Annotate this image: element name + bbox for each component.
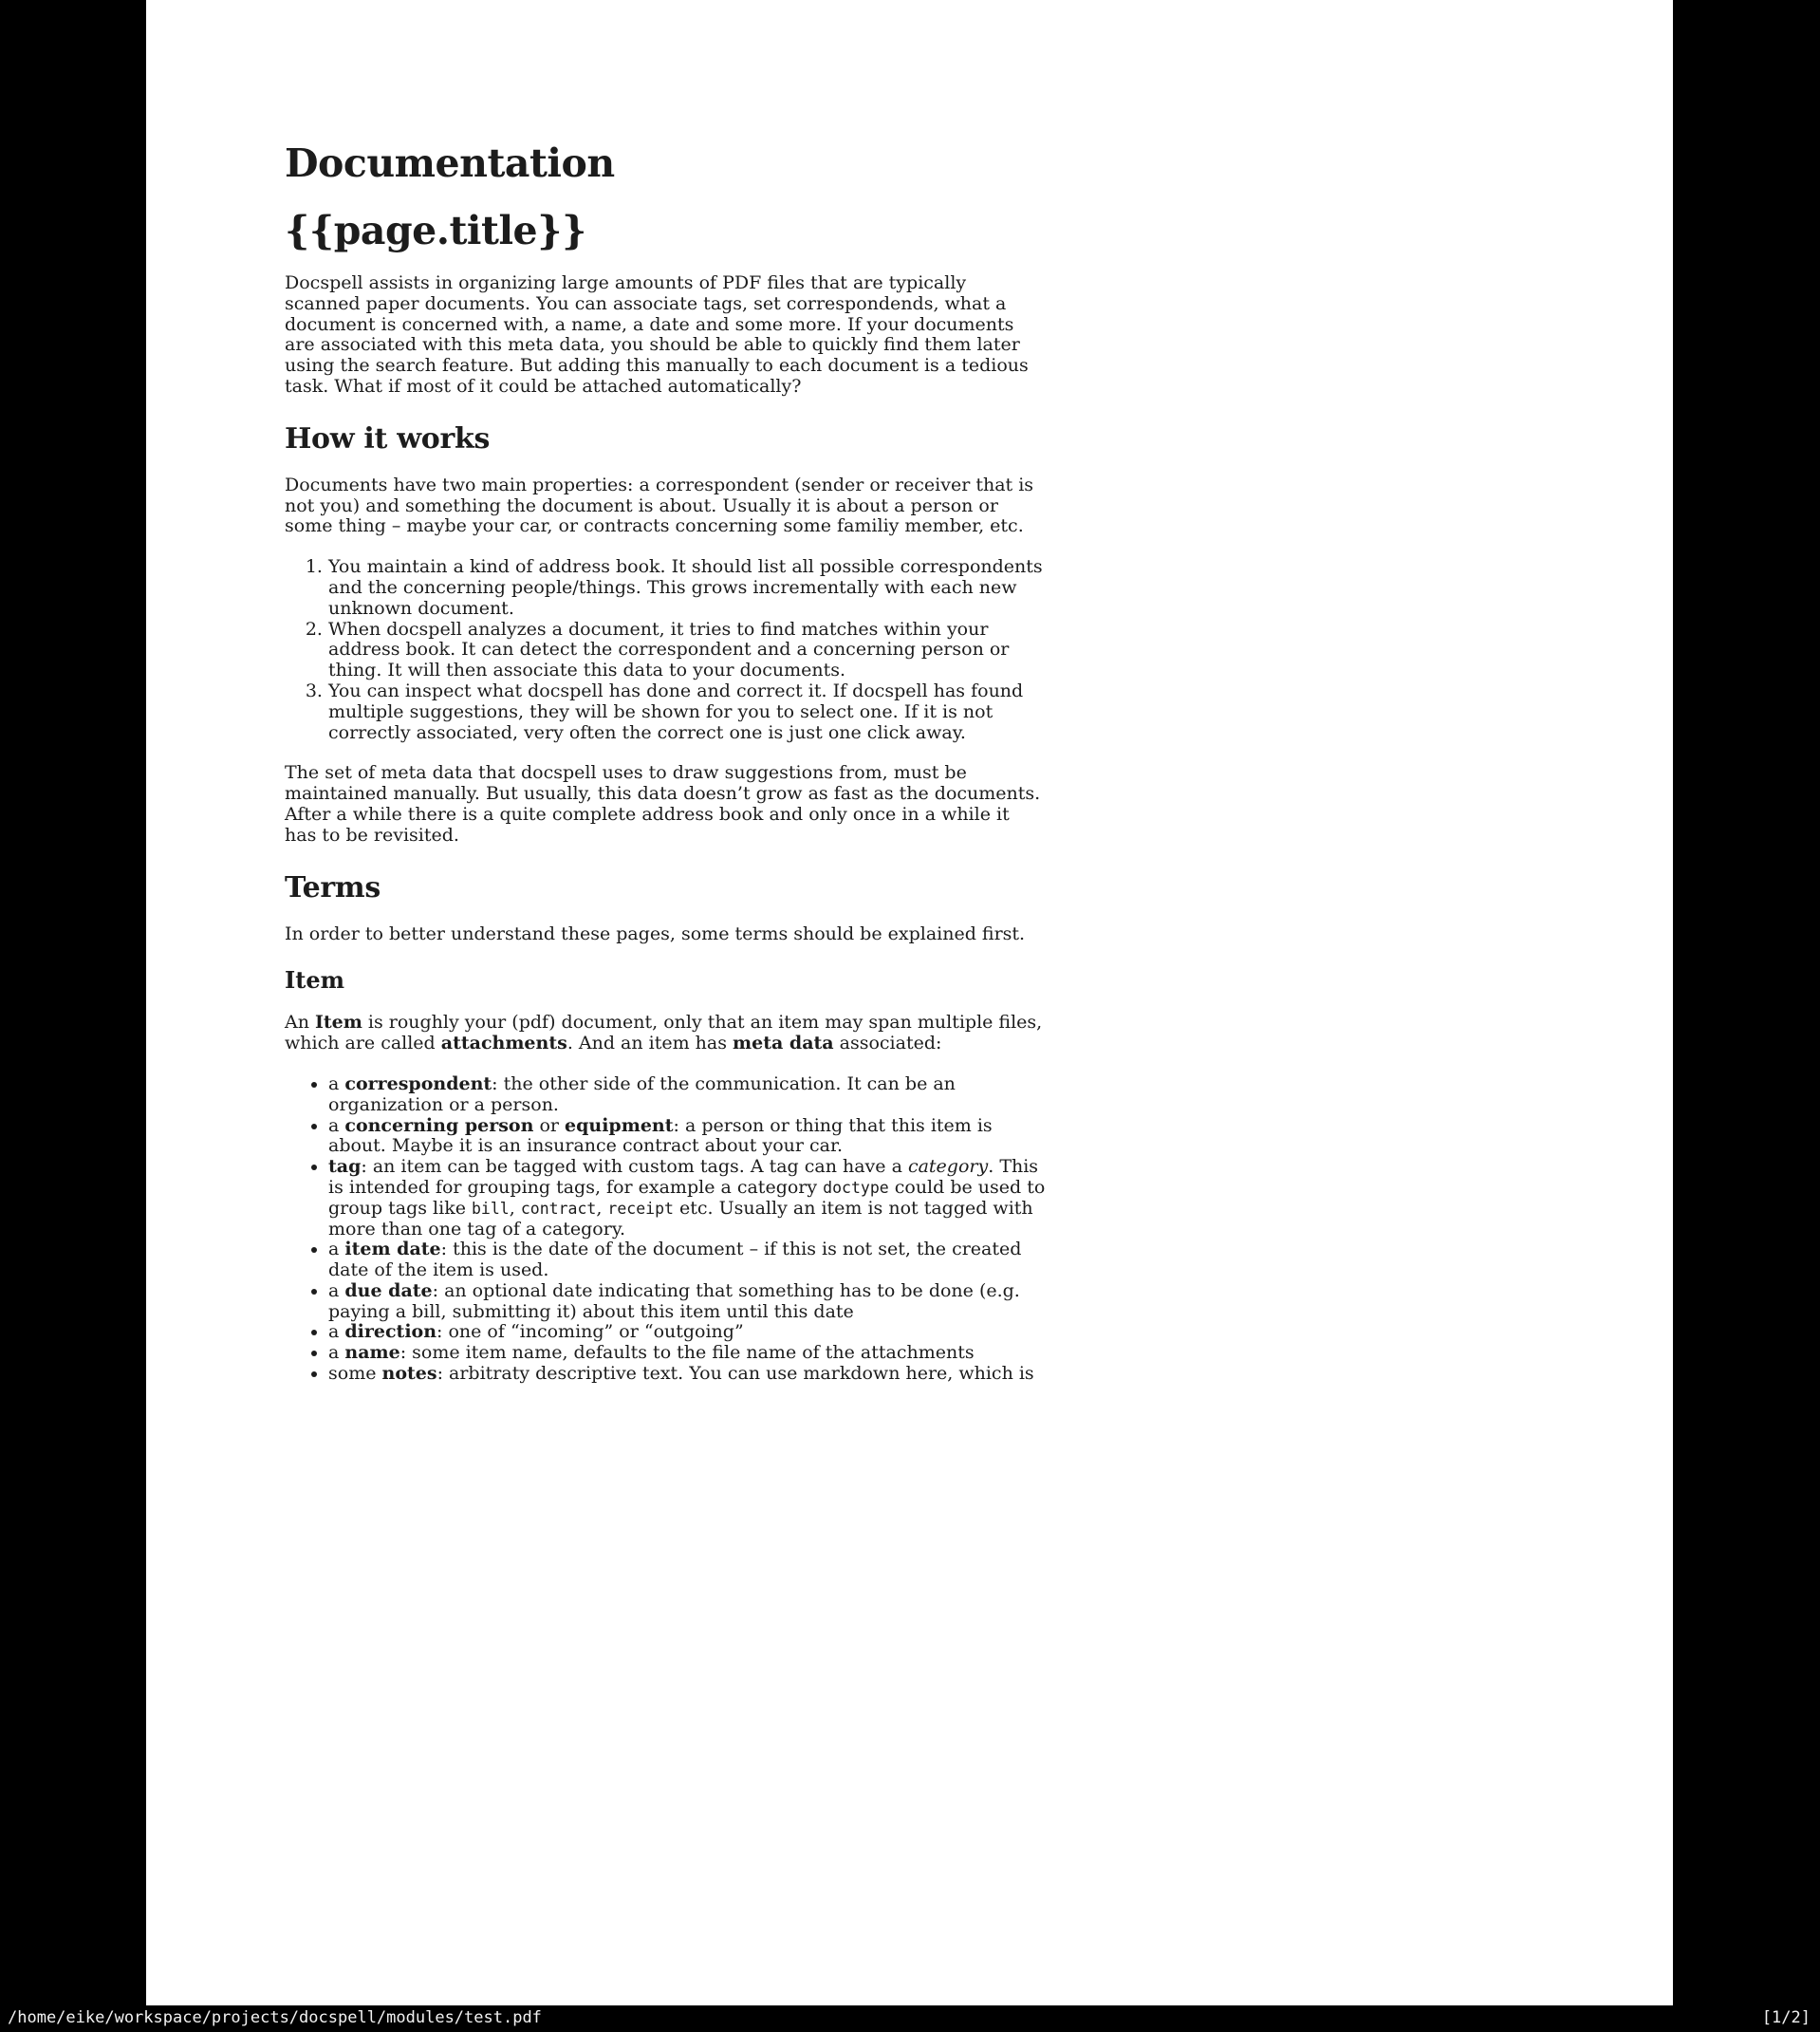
list-item bbox=[328, 1074, 1046, 1116]
text-run: a bbox=[328, 1239, 345, 1260]
paragraph bbox=[285, 1013, 1046, 1054]
bold-text: Item bbox=[315, 1012, 362, 1034]
text-run: In order to better understand these pages, some terms should be explained first. bbox=[285, 923, 1026, 944]
bold-text: due date bbox=[344, 1279, 433, 1301]
text-run: : the other side of the communication. It can be an organization or a person. bbox=[328, 1072, 956, 1115]
heading-h2: Terms bbox=[285, 870, 381, 904]
file-path-label: /home/eike/workspace/projects/docspell/modules/test.pdf bbox=[8, 2007, 542, 2027]
bold-text: attachments bbox=[440, 1033, 567, 1054]
text-run: Documents have two main properties: a correspondent (sender or receiver that is not you) and something the document is about. Usually it is about a person or some thing – maybe your car, or contracts concerning some familiy member, etc. bbox=[285, 474, 1034, 537]
heading-h1: {{page.title}} bbox=[285, 208, 586, 253]
bold-text: item date bbox=[344, 1239, 441, 1260]
paragraph bbox=[285, 924, 1046, 945]
italic-text: category bbox=[907, 1156, 989, 1178]
text-run: : arbitraty descriptive text. You can use markdown here, which is bbox=[436, 1363, 1034, 1385]
list-item bbox=[328, 1343, 1046, 1364]
list-item bbox=[328, 1281, 1046, 1323]
bold-text: correspondent bbox=[344, 1072, 492, 1094]
bold-text: name bbox=[344, 1342, 400, 1364]
text-run: : this is the date of the document – if this is not set, the created date of the item is used. bbox=[328, 1239, 1022, 1281]
list-item bbox=[328, 1364, 1046, 1385]
pdf-page[interactable] bbox=[146, 0, 1673, 2005]
list-item bbox=[328, 620, 1046, 681]
list-item bbox=[328, 1157, 1046, 1240]
paragraph bbox=[285, 475, 1046, 537]
inline-code: bill bbox=[472, 1199, 510, 1218]
text-run: You can inspect what docspell has done and correct it. If docspell has found multiple suggestions, they will be shown for you to select one. If it is not correctly associated, very often the correct one is just one click away. bbox=[328, 680, 1024, 743]
text-run: is roughly your (pdf) document, only that an item may span multiple files, which are called bbox=[285, 1012, 1043, 1054]
numbered-list bbox=[285, 557, 1046, 743]
bold-text: concerning person bbox=[344, 1114, 534, 1136]
text-run: . And an item has bbox=[566, 1033, 734, 1054]
text-run: , bbox=[596, 1197, 608, 1219]
bold-text: equipment bbox=[565, 1114, 674, 1136]
heading-h3: Item bbox=[285, 966, 344, 995]
text-run: associated: bbox=[833, 1033, 942, 1054]
text-run: : a person or thing that this item is about. Maybe it is an insurance contract about your car. bbox=[328, 1114, 993, 1157]
bold-text: meta data bbox=[733, 1033, 834, 1054]
text-run: etc. Usually an item is not tagged with more than one tag of a category. bbox=[328, 1197, 1033, 1240]
text-run: could be used to group tags like bbox=[328, 1176, 1046, 1219]
bold-text: notes bbox=[381, 1363, 437, 1385]
inline-code: receipt bbox=[607, 1199, 674, 1218]
text-run: : an item can be tagged with custom tags. A tag can have a bbox=[361, 1156, 908, 1178]
text-run: : an optional date indicating that something has to be done (e.g. paying a bill, submitting it) about this item until this date bbox=[328, 1279, 1020, 1322]
text-run: An bbox=[285, 1012, 315, 1034]
heading-h2: How it works bbox=[285, 421, 491, 456]
paragraph bbox=[285, 273, 1046, 398]
text-run: : some item name, defaults to the file name of the attachments bbox=[399, 1342, 975, 1364]
text-run: You maintain a kind of address book. It should list all possible correspondents and the concerning people/things. This grows incrementally with each new unknown document. bbox=[328, 556, 1043, 619]
text-run: Docspell assists in organizing large amounts of PDF files that are typically scanned paper documents. You can associate tags, set correspondends, what a document is concerned with, a name, a date and some more. If your documents are associated with this meta data, you should be able to quickly find them later using the search feature. But adding this manually to each document is a tedious task. What if most of it could be attached automatically? bbox=[285, 272, 1029, 397]
inline-code: doctype bbox=[823, 1178, 889, 1197]
text-run: a bbox=[328, 1072, 345, 1094]
pdf-page-content bbox=[285, 0, 1046, 1385]
text-run: or bbox=[533, 1114, 566, 1136]
list-item bbox=[328, 1116, 1046, 1158]
text-run: a bbox=[328, 1342, 345, 1364]
text-run: When docspell analyzes a document, it tries to find matches within your address book. It can detect the correspondent and a concerning person or thing. It will then associate this data to your documents. bbox=[328, 618, 1010, 681]
list-item bbox=[328, 1240, 1046, 1281]
inline-code: contract bbox=[520, 1199, 597, 1218]
text-run: a bbox=[328, 1279, 345, 1301]
text-run: : one of “incoming” or “outgoing” bbox=[436, 1321, 744, 1343]
status-bar bbox=[0, 2005, 1820, 2032]
text-run: a bbox=[328, 1321, 345, 1343]
list-item bbox=[328, 681, 1046, 743]
bold-text: direction bbox=[344, 1321, 437, 1343]
bulleted-list bbox=[285, 1074, 1046, 1385]
text-run: , bbox=[509, 1197, 521, 1219]
list-item bbox=[328, 557, 1046, 619]
text-run: some bbox=[328, 1363, 382, 1385]
list-item bbox=[328, 1322, 1046, 1343]
text-run: a bbox=[328, 1114, 345, 1136]
heading-h1: Documentation bbox=[285, 140, 615, 186]
text-run: . This is intended for grouping tags, for example a category bbox=[328, 1156, 1039, 1198]
bold-text: tag bbox=[328, 1156, 362, 1178]
text-run: The set of meta data that docspell uses to draw suggestions from, must be maintained manually. But usually, this data doesn’t grow as fast as the documents. After a while there is a quite complete address book and only once in a while it has to be revisited. bbox=[285, 762, 1041, 846]
page-indicator: [1/2] bbox=[1761, 2007, 1811, 2027]
paragraph bbox=[285, 763, 1046, 846]
